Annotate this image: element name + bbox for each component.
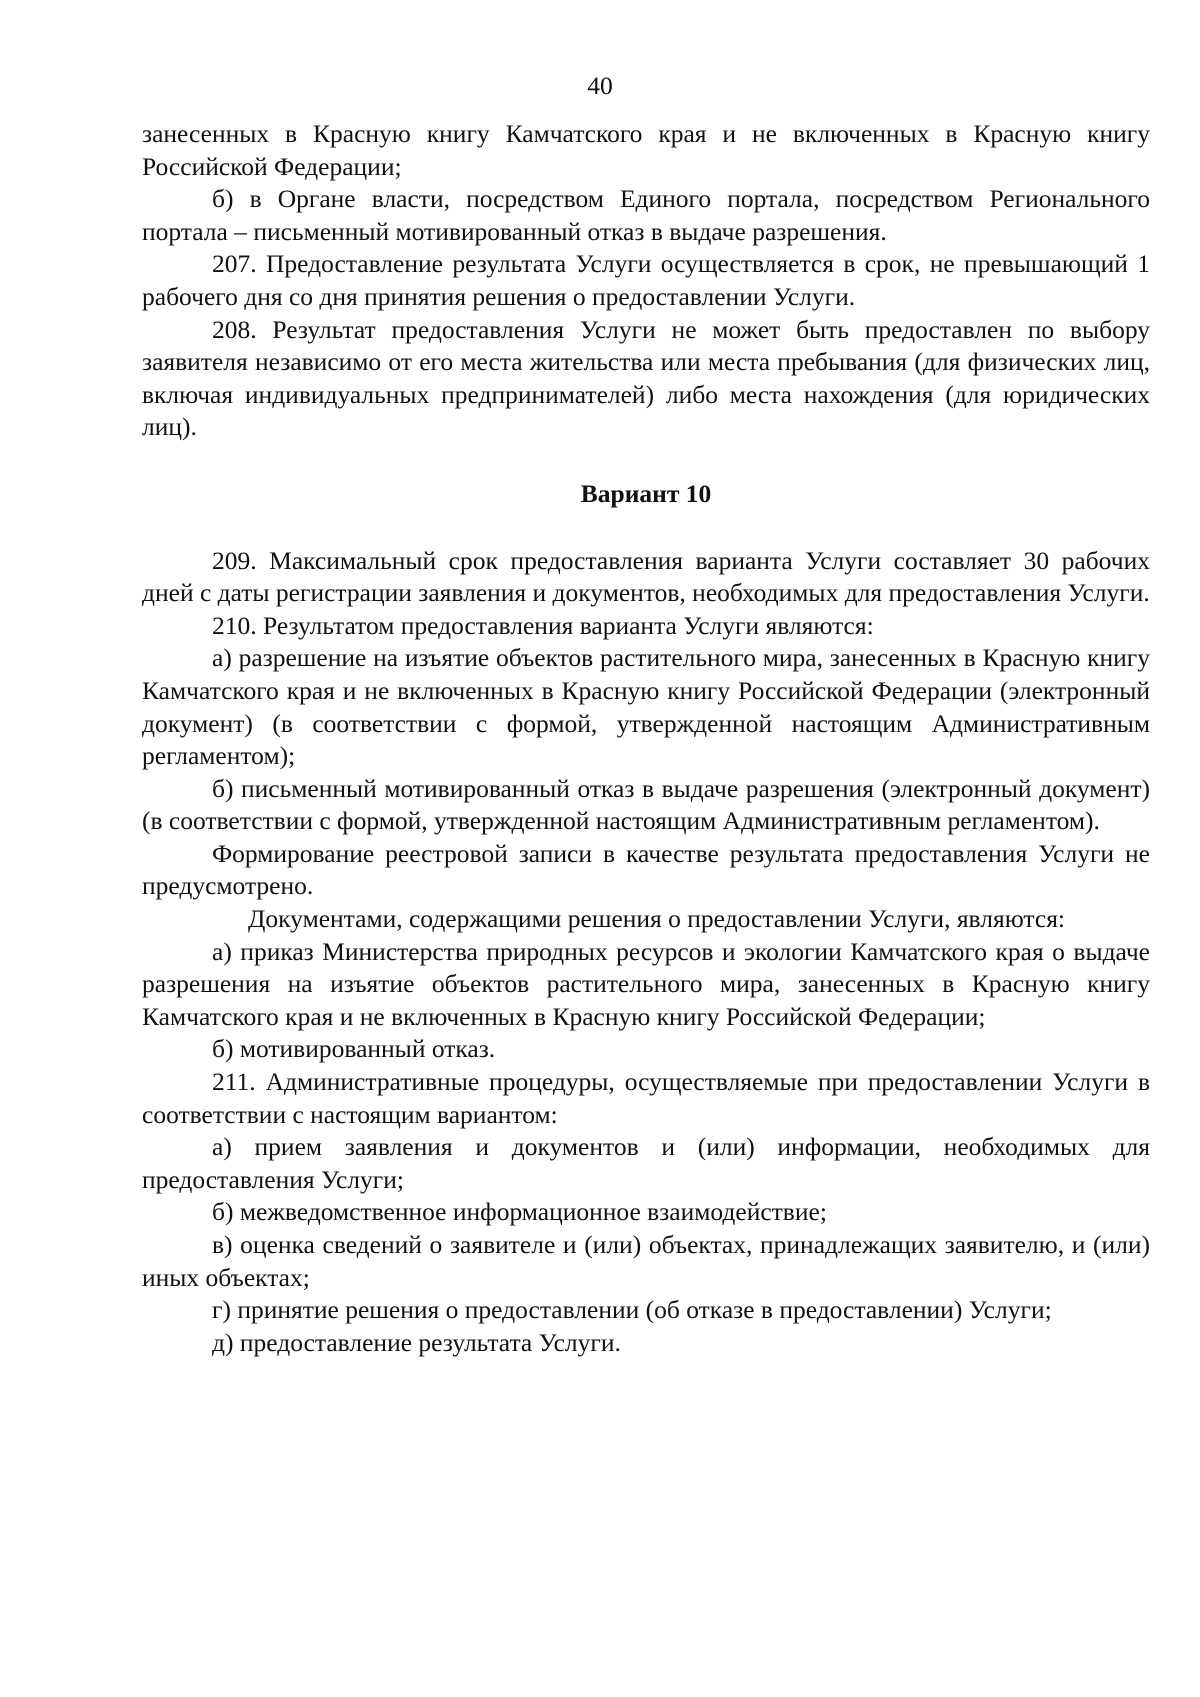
paragraph: Документами, содержащими решения о предоставлении Услуги, являются: xyxy=(248,904,1066,934)
paragraph: б) письменный мотивированный отказ в выдаче разрешения (электронный документ) (в соответствии с формой, утвержденной настоящим Административным регламентом). xyxy=(142,773,1150,836)
paragraph: а) разрешение на изъятие объектов растительного мира, занесенных в Красную книгу Камчатского края и не включенных в Красную книгу Российской Федерации (электронный документ) (в соответствии с формой, утвержденной настоящим Административным регламентом); xyxy=(142,643,1150,771)
paragraph: 207. Предоставление результата Услуги осуществляется в срок, не превышающий 1 рабочего дня со дня принятия решения о предоставлении Услуги. xyxy=(142,249,1150,311)
paragraph: 208. Результат предоставления Услуги не может быть предоставлен по выбору заявителя независимо от его места жительства или места пребывания (для физических лиц, включая индивидуальных предпринимателей) либо места нахождения (для юридических лиц). xyxy=(142,314,1150,442)
paragraph: д) предоставление результата Услуги. xyxy=(212,1327,621,1357)
paragraph: г) принятие решения о предоставлении (об отказе в предоставлении) Услуги; xyxy=(212,1295,1052,1325)
paragraph: 210. Результатом предоставления варианта Услуги являются: xyxy=(212,610,874,640)
paragraph: занесенных в Красную книгу Камчатского края и не включенных в Красную книгу Российской Федерации; xyxy=(142,119,1150,181)
document-body xyxy=(142,118,1150,1359)
paragraph: Формирование реестровой записи в качестве результата предоставления Услуги не предусмотрено. xyxy=(142,838,1150,901)
section-heading: Вариант 10 xyxy=(580,478,712,508)
paragraph: б) в Органе власти, посредством Единого портала, посредством Регионального портала – письменный мотивированный отказ в выдаче разрешения. xyxy=(142,184,1150,246)
paragraph: а) прием заявления и документов и (или) информации, необходимых для предоставления Услуги; xyxy=(142,1132,1150,1194)
page-number: 40 xyxy=(587,71,613,100)
paragraph: б) мотивированный отказ. xyxy=(212,1034,496,1064)
paragraph: б) межведомственное информационное взаимодействие; xyxy=(212,1197,827,1227)
paragraph: 209. Максимальный срок предоставления варианта Услуги составляет 30 рабочих дней с даты регистрации заявления и документов, необходимых для предоставления Услуги. xyxy=(142,545,1150,608)
paragraph: 211. Административные процедуры, осуществляемые при предоставлении Услуги в соответствии с настоящим вариантом: xyxy=(142,1067,1150,1129)
paragraph: в) оценка сведений о заявителе и (или) объектах, принадлежащих заявителю, и (или) иных объектах; xyxy=(142,1230,1150,1292)
paragraph: а) приказ Министерства природных ресурсов и экологии Камчатского края о выдаче разрешения на изъятие объектов растительного мира, занесенных в Красную книгу Камчатского края и не включенных в Красную книгу Российской Федерации; xyxy=(142,936,1150,1031)
